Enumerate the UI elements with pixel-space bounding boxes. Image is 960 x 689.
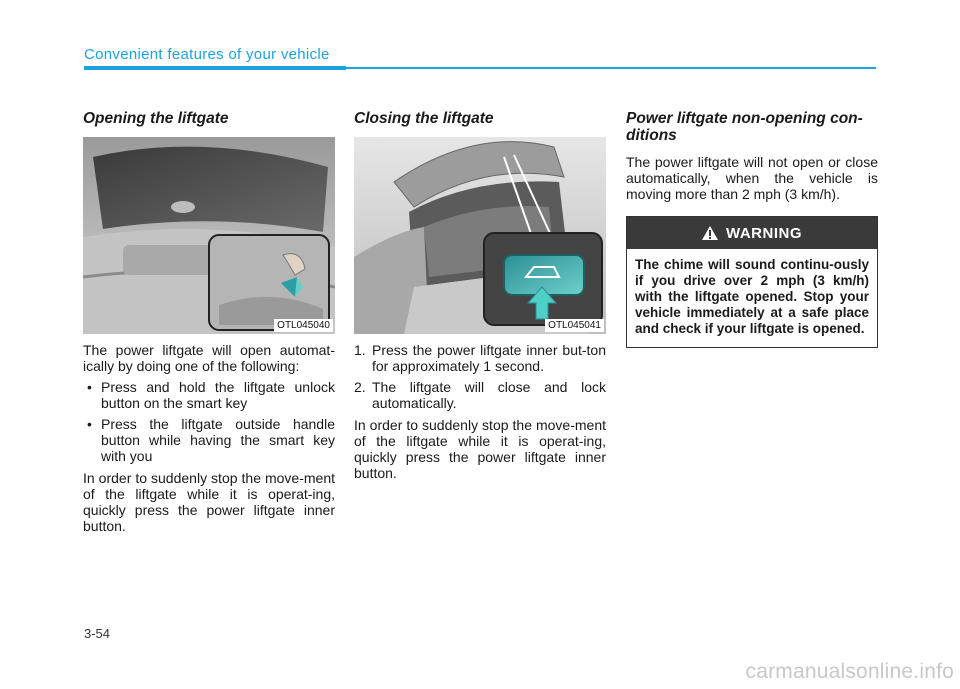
step-text: Press the power liftgate inner but-ton for approximately 1 second. <box>372 342 606 374</box>
non-opening-text: The power liftgate will not open or close automatically, when the vehicle is moving more than 2 mph (3 km/h). <box>626 154 878 202</box>
header-rule-thin <box>346 67 876 69</box>
column-opening-liftgate <box>83 110 335 534</box>
warning-box <box>626 216 878 348</box>
intro-text: The power liftgate will open automat-ically by doing one of the following: <box>83 342 335 374</box>
heading-closing-liftgate: Closing the liftgate <box>354 110 494 127</box>
section-title: Convenient features of your vehicle <box>84 46 330 63</box>
header-rule-thick <box>84 66 346 70</box>
step-number: 2. <box>354 379 366 395</box>
warning-header <box>627 217 877 249</box>
warning-text: The chime will sound continu-ously if you drive over 2 mph (3 km/h) with the liftgate opened. Stop your vehicle immediately at a safe place and check if your liftgate is opened. <box>635 257 869 336</box>
step-number: 1. <box>354 342 366 358</box>
step-item <box>354 379 606 411</box>
bullet-item: • Press the liftgate outside handle button while having the smart key with you <box>83 416 335 464</box>
step-item <box>354 342 606 374</box>
open-liftgate-illustration <box>354 137 606 334</box>
stop-movement-text: In order to suddenly stop the move-ment of the liftgate while it is operat-ing, quickly press the power liftgate inner button. <box>83 470 335 534</box>
figure-liftgate-inner-button <box>354 137 606 334</box>
heading-non-opening-conditions: Power liftgate non-opening con-ditions <box>626 110 863 144</box>
warning-triangle-icon <box>702 226 718 240</box>
figure-liftgate-outside-handle <box>83 137 335 334</box>
section-header <box>84 46 330 63</box>
figure-code: OTL045040 <box>274 319 333 332</box>
column-non-opening-conditions <box>626 110 878 348</box>
watermark: carmanualsonline.info <box>745 660 954 683</box>
column-closing-liftgate <box>354 110 606 481</box>
warning-title: WARNING <box>726 224 802 242</box>
stop-movement-text: In order to suddenly stop the move-ment of the liftgate while it is operat-ing, quickly press the power liftgate inner button. <box>354 417 606 481</box>
bullet-item: • Press and hold the liftgate unlock button on the smart key <box>83 379 335 411</box>
heading-opening-liftgate: Opening the liftgate <box>83 110 229 127</box>
step-text: The liftgate will close and lock automatically. <box>372 379 606 411</box>
page-number: 3-54 <box>84 626 111 641</box>
rear-vehicle-illustration <box>83 137 335 334</box>
figure-code: OTL045041 <box>545 319 604 332</box>
